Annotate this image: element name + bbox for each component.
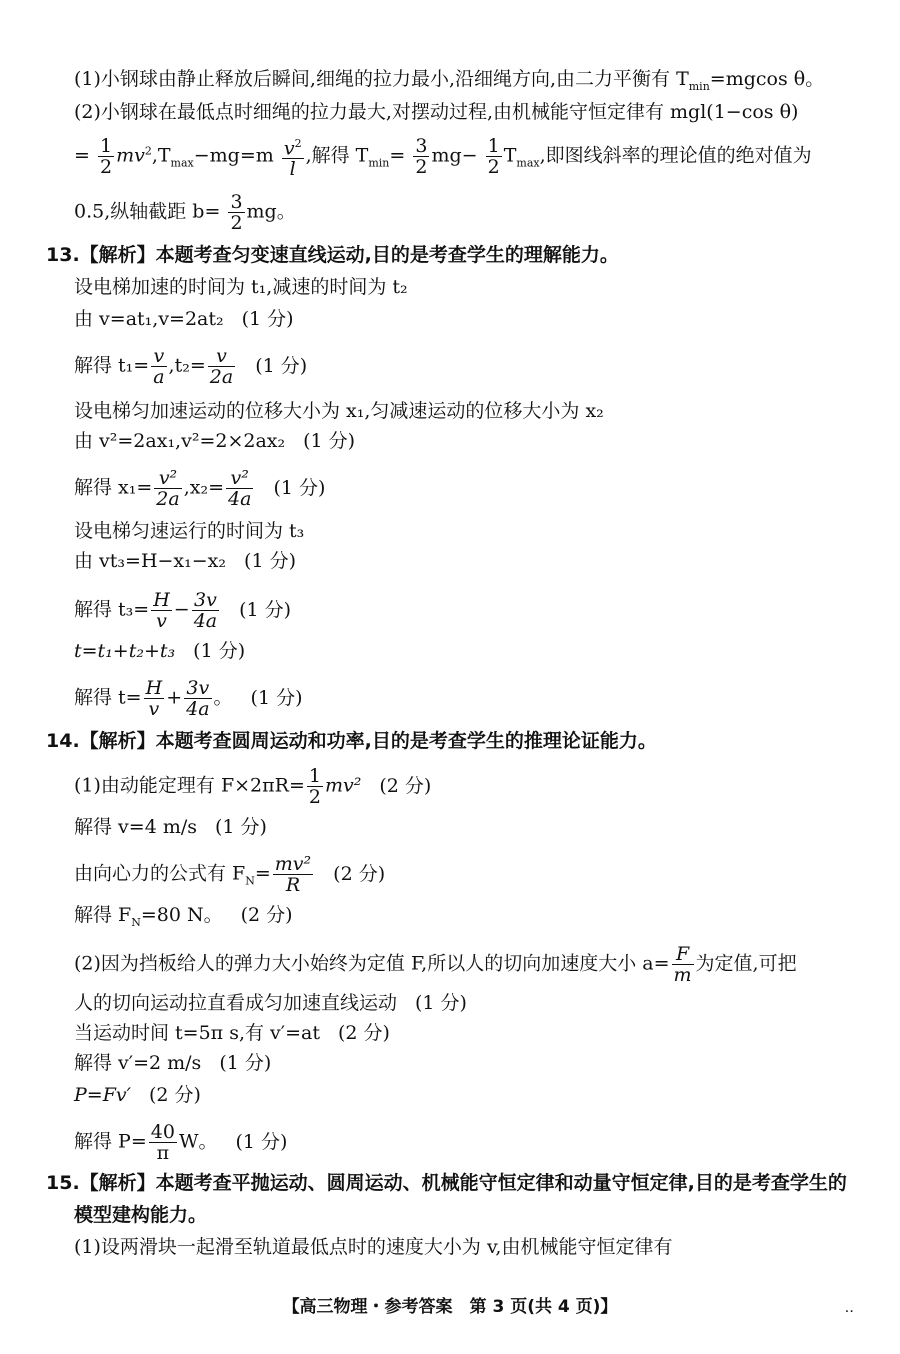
q14-line-4: 解得 $F_N=80$ N。 (2 分) [74,904,293,929]
q12-line-4: 0.5,纵轴截距 b= $\frac{3}{2}$ mg。 [74,191,296,234]
q15-heading-2: 模型建构能力。 [74,1204,208,1226]
q14-line-1: (1)由动能定理有 F×2πR= $\frac{1}{2}$ mv² (2 分) [74,765,432,808]
q13-line-6: 解得 x₁= $\frac{\text{v²}}{2a}$ ,x₂= $\frac{\text{v²}}{4a}$ (1 分) [74,467,326,510]
q14-line-6: 人的切向运动拉直看成匀加速直线运动 (1 分) [74,992,467,1014]
q13-line-8: 由 vt₃=H−x₁−x₂ (1 分) [74,550,296,572]
q14-line-2: 解得 v=4 m/s (1 分) [74,816,267,838]
q14-line-9: P=Fv′ (2 分) [74,1084,201,1106]
q13-line-2: 由 v=at₁,v=2at₂ (1 分) [74,308,294,330]
q14-line-7: 当运动时间 t=5π s,有 v′=at (2 分) [74,1022,390,1044]
q14-line-8: 解得 v′=2 m/s (1 分) [74,1052,272,1074]
q13-heading: 13.【解析】本题考查匀变速直线运动,目的是考查学生的理解能力。 [46,244,619,266]
q13-line-5: 由 v²=2ax₁,v²=2×2ax₂ (1 分) [74,430,356,452]
q14-line-10: 解得 P= $\frac{40}{\pi}$ W。 (1 分) [74,1121,288,1164]
corner-mark: ‥ [844,1300,854,1316]
q12-line-2: (2)小钢球在最低点时细绳的拉力最大,对摆动过程,由机械能守恒定律有 mgl(1−cos θ) [74,101,799,123]
q13-line-11: 解得 t= $\frac{H}{v}$ + $\frac{3v}{4a}$ 。 (1 分) [74,677,303,720]
q15-line-1: (1)设两滑块一起滑至轨道最低点时的速度大小为 v,由机械能守恒定律有 [74,1236,673,1258]
q12-line-1: (1)小钢球由静止释放后瞬间,细绳的拉力最小,沿细绳方向,由二力平衡有 $T_{min}=mgcos$ θ。 [74,68,825,93]
q14-line-3: 由向心力的公式有 $F_N=$ $\frac{\text{mv²}}{R}$ (2 分) [74,853,386,896]
q13-line-10: t=t₁+t₂+t₃ (1 分) [74,640,246,662]
q14-heading: 14.【解析】本题考查圆周运动和功率,目的是考查学生的推理论证能力。 [46,730,657,752]
q14-line-5: (2)因为挡板给人的弹力大小始终为定值 F,所以人的切向加速度大小 a= $\frac{F}{m}$ 为定值,可把 [74,943,797,986]
q13-line-7: 设电梯匀速运行的时间为 t₃ [74,520,305,542]
q12-line-3: = $\frac{1}{2}$ $mv^2,T_{max}-mg=m$ $\frac{v^2}{l}$ ,解得 $T_{min}=$ $\frac{3}{2}$ mg− $\frac{1}{2}$ $T_{max}$,即图线斜率的理论值的绝对值为 [74,135,812,181]
q13-line-9: 解得 t₃= $\frac{H}{v}$ − $\frac{3v}{4a}$ (1 分) [74,589,292,632]
page-footer: 【高三物理・参考答案 第 3 页(共 4 页)】 [282,1297,618,1317]
q13-line-1: 设电梯加速的时间为 t₁,减速的时间为 t₂ [74,276,408,298]
q15-heading-1: 15.【解析】本题考查平抛运动、圆周运动、机械能守恒定律和动量守恒定律,目的是考查学生的 [46,1172,847,1194]
q13-line-3: 解得 t₁= $\frac{v}{a}$ ,t₂= $\frac{v}{2a}$ (1 分) [74,345,308,388]
q13-line-4: 设电梯匀加速运动的位移大小为 x₁,匀减速运动的位移大小为 x₂ [74,400,604,422]
